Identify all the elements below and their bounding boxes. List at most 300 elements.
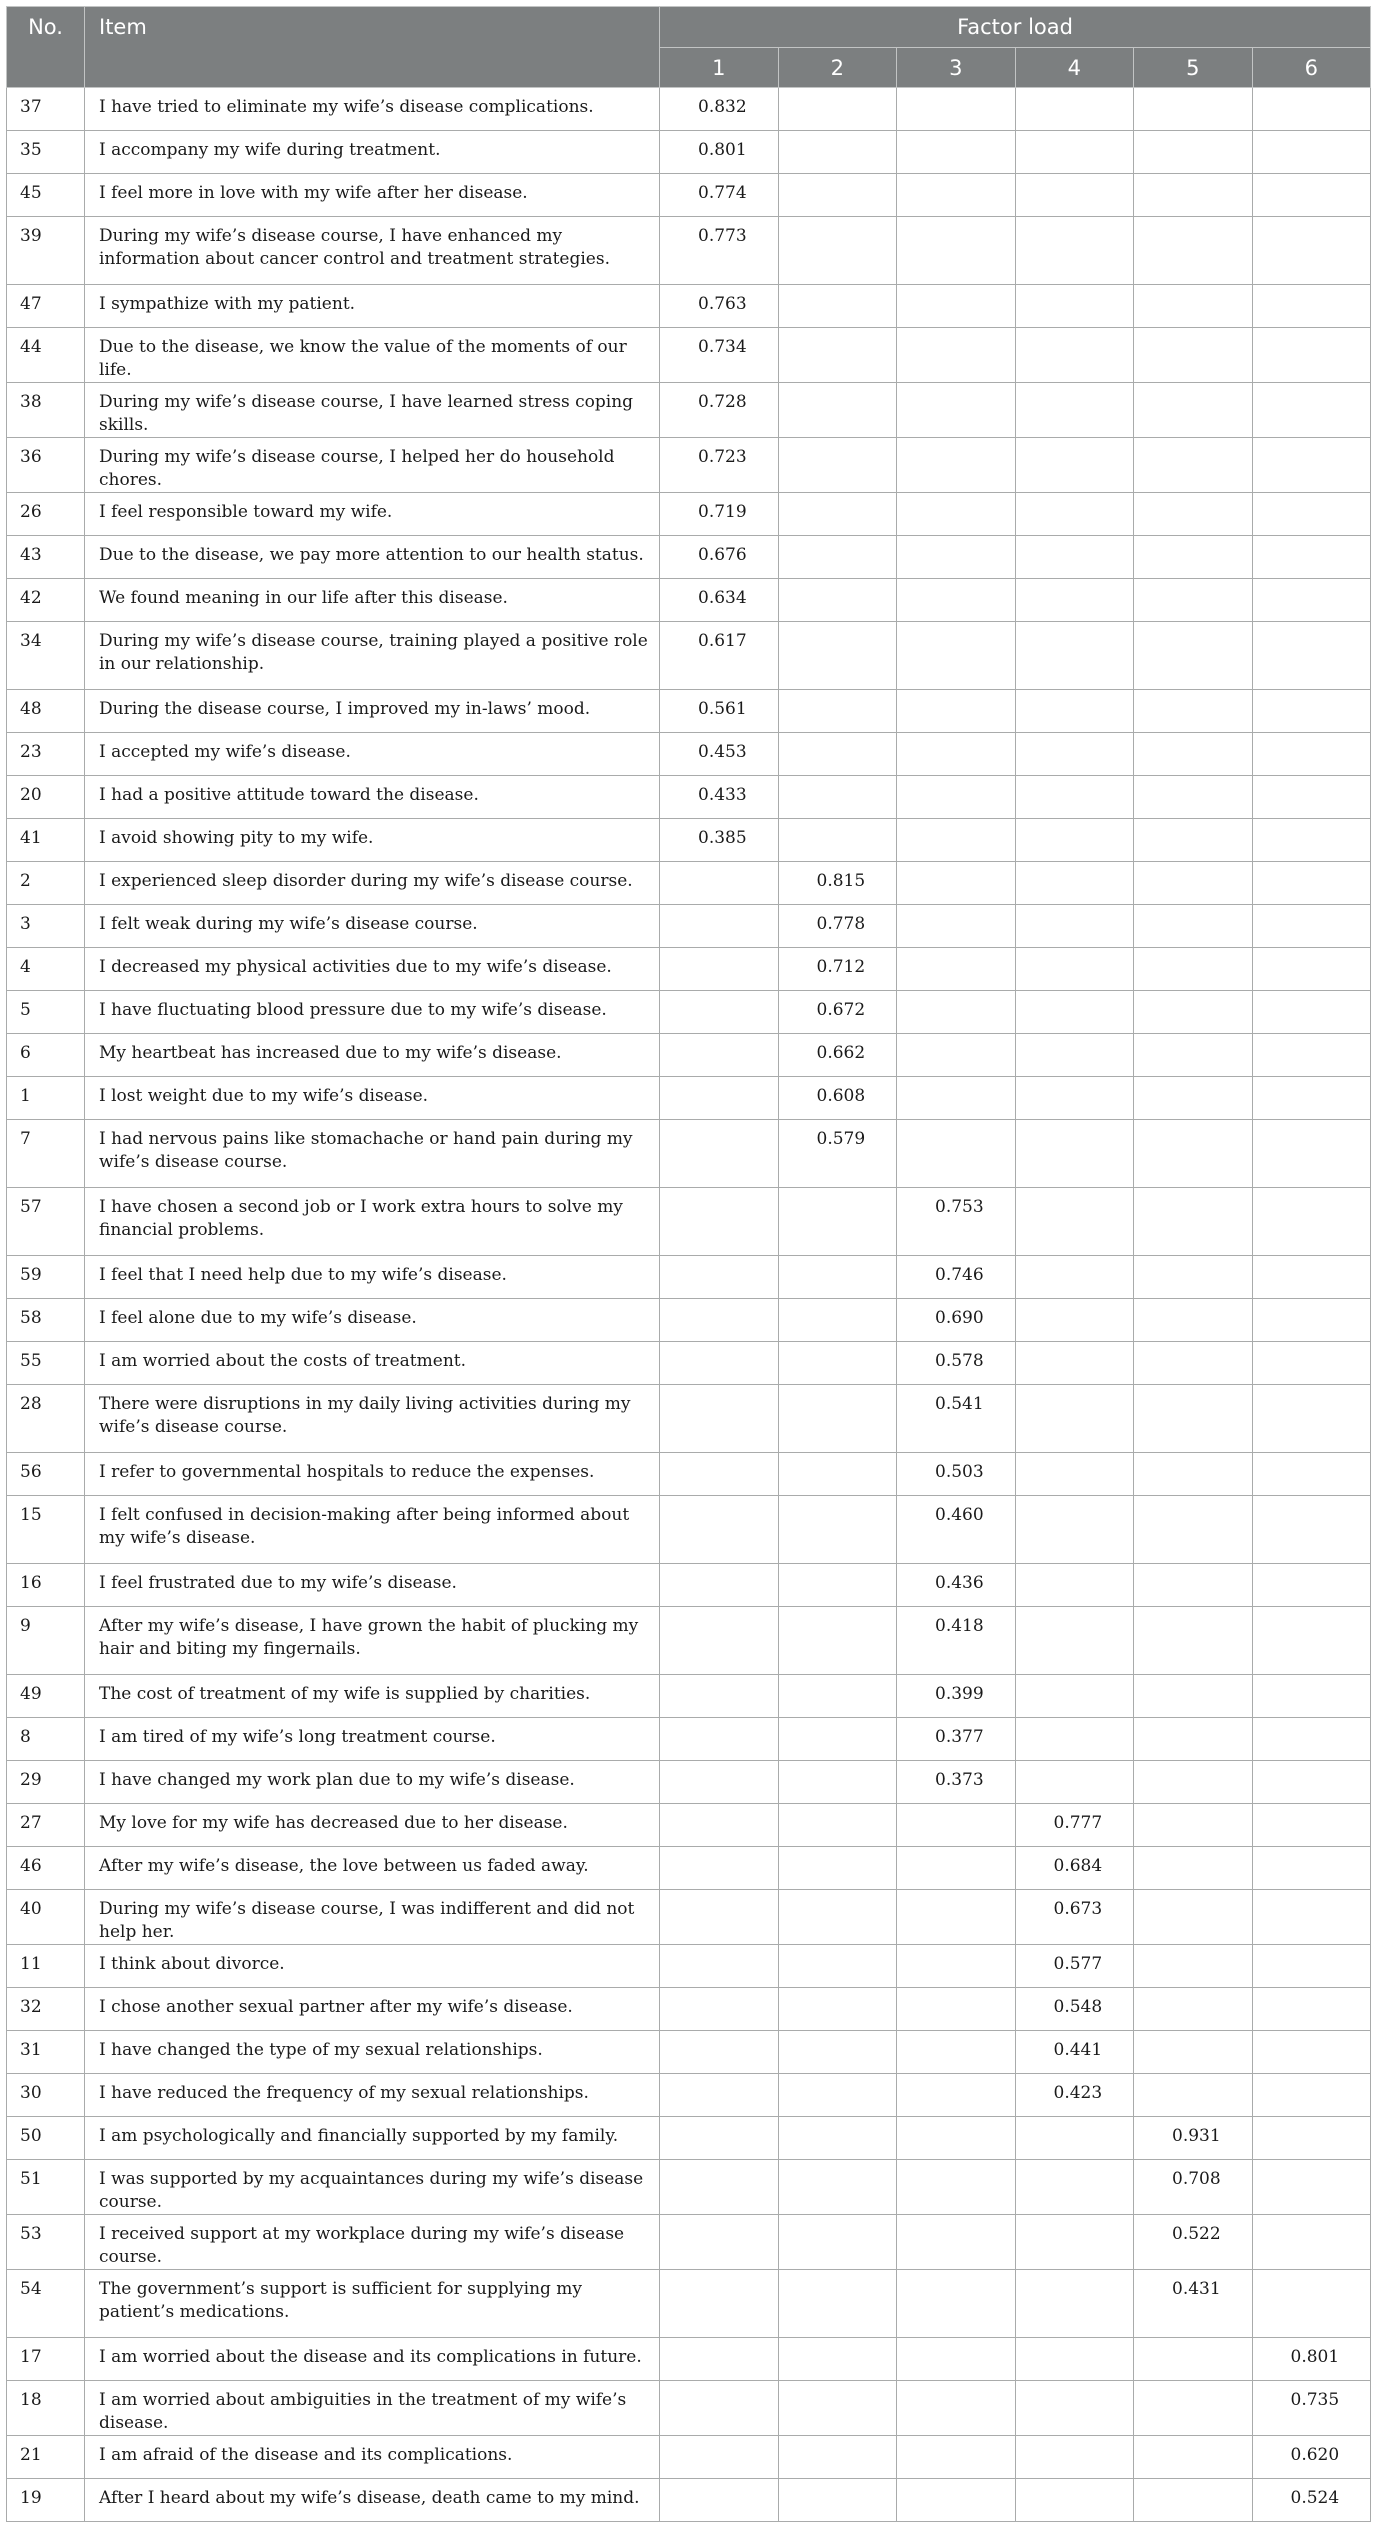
factor-3-load-cell: [897, 733, 1016, 776]
factor-4-load-cell: [1015, 2160, 1134, 2215]
item-text: After I heard about my wife’s disease, death came to my mind.: [85, 2479, 660, 2522]
header-factor-1: 1: [660, 48, 779, 88]
item-number: 53: [7, 2215, 85, 2270]
factor-2-load-cell: [778, 131, 897, 174]
factor-1-load-cell: 0.634: [660, 579, 779, 622]
table-row: [7, 2436, 1371, 2479]
factor-6-load-cell: [1252, 285, 1371, 328]
factor-5-load-cell: [1134, 1847, 1253, 1890]
item-text: I am afraid of the disease and its complications.: [85, 2436, 660, 2479]
table-row: [7, 88, 1371, 131]
factor-5-load-cell: [1134, 2338, 1253, 2381]
header-factor-load: Factor load: [660, 7, 1371, 48]
factor-5-load-cell: [1134, 991, 1253, 1034]
factor-4-load-cell: [1015, 1675, 1134, 1718]
item-text: I feel frustrated due to my wife’s disease.: [85, 1564, 660, 1607]
table-row: [7, 1034, 1371, 1077]
factor-3-load-cell: [897, 2436, 1016, 2479]
item-text: I avoid showing pity to my wife.: [85, 819, 660, 862]
factor-6-load-cell: [1252, 536, 1371, 579]
factor-5-load-cell: [1134, 1342, 1253, 1385]
factor-4-load-cell: [1015, 536, 1134, 579]
factor-2-load-cell: 0.815: [778, 862, 897, 905]
factor-6-load-cell: [1252, 1256, 1371, 1299]
item-text: I felt weak during my wife’s disease course.: [85, 905, 660, 948]
factor-3-load-cell: [897, 2479, 1016, 2522]
factor-6-load-cell: 0.735: [1252, 2381, 1371, 2436]
table-row: [7, 1256, 1371, 1299]
factor-6-load-cell: [1252, 1385, 1371, 1453]
factor-4-load-cell: [1015, 948, 1134, 991]
factor-5-load-cell: [1134, 690, 1253, 733]
table-row: [7, 1453, 1371, 1496]
factor-2-load-cell: 0.608: [778, 1077, 897, 1120]
item-number: 28: [7, 1385, 85, 1453]
factor-1-load-cell: [660, 991, 779, 1034]
factor-5-load-cell: [1134, 88, 1253, 131]
factor-6-load-cell: [1252, 690, 1371, 733]
factor-2-load-cell: 0.662: [778, 1034, 897, 1077]
table-row: [7, 1988, 1371, 2031]
factor-6-load-cell: [1252, 2270, 1371, 2338]
factor-4-load-cell: [1015, 622, 1134, 690]
factor-1-load-cell: [660, 1761, 779, 1804]
factor-1-load-cell: [660, 1675, 779, 1718]
table-row: [7, 2338, 1371, 2381]
factor-2-load-cell: [778, 2160, 897, 2215]
factor-3-load-cell: [897, 383, 1016, 438]
factor-6-load-cell: 0.801: [1252, 2338, 1371, 2381]
factor-6-load-cell: [1252, 622, 1371, 690]
factor-5-load-cell: [1134, 1385, 1253, 1453]
factor-3-load-cell: [897, 493, 1016, 536]
factor-2-load-cell: [778, 1988, 897, 2031]
item-text: I had nervous pains like stomachache or hand pain during my wife’s disease course.: [85, 1120, 660, 1188]
factor-1-load-cell: 0.453: [660, 733, 779, 776]
factor-2-load-cell: [778, 776, 897, 819]
factor-4-load-cell: [1015, 733, 1134, 776]
factor-6-load-cell: [1252, 1761, 1371, 1804]
item-text: I feel alone due to my wife’s disease.: [85, 1299, 660, 1342]
factor-5-load-cell: [1134, 862, 1253, 905]
factor-5-load-cell: [1134, 493, 1253, 536]
factor-4-load-cell: [1015, 1034, 1134, 1077]
item-number: 47: [7, 285, 85, 328]
factor-3-load-cell: [897, 690, 1016, 733]
table-row: [7, 991, 1371, 1034]
factor-4-load-cell: [1015, 1385, 1134, 1453]
table-row: [7, 733, 1371, 776]
factor-4-load-cell: [1015, 217, 1134, 285]
factor-4-load-cell: 0.441: [1015, 2031, 1134, 2074]
factor-6-load-cell: [1252, 2160, 1371, 2215]
item-number: 44: [7, 328, 85, 383]
factor-2-load-cell: [778, 2031, 897, 2074]
factor-2-load-cell: 0.579: [778, 1120, 897, 1188]
factor-4-load-cell: [1015, 1718, 1134, 1761]
factor-2-load-cell: [778, 1564, 897, 1607]
factor-1-load-cell: [660, 1385, 779, 1453]
factor-6-load-cell: [1252, 217, 1371, 285]
factor-2-load-cell: [778, 383, 897, 438]
factor-4-load-cell: [1015, 328, 1134, 383]
factor-4-load-cell: 0.777: [1015, 1804, 1134, 1847]
table-row: [7, 2381, 1371, 2436]
item-text: During my wife’s disease course, I have learned stress coping skills.: [85, 383, 660, 438]
factor-6-load-cell: [1252, 1077, 1371, 1120]
item-text: I received support at my workplace during my wife’s disease course.: [85, 2215, 660, 2270]
factor-6-load-cell: [1252, 493, 1371, 536]
factor-1-load-cell: [660, 2381, 779, 2436]
factor-3-load-cell: [897, 1077, 1016, 1120]
item-text: My love for my wife has decreased due to her disease.: [85, 1804, 660, 1847]
factor-2-load-cell: [778, 1188, 897, 1256]
item-text: I experienced sleep disorder during my wife’s disease course.: [85, 862, 660, 905]
factor-5-load-cell: [1134, 285, 1253, 328]
factor-5-load-cell: 0.522: [1134, 2215, 1253, 2270]
table-row: [7, 819, 1371, 862]
factor-1-load-cell: 0.723: [660, 438, 779, 493]
factor-1-load-cell: 0.433: [660, 776, 779, 819]
factor-6-load-cell: [1252, 1188, 1371, 1256]
item-number: 26: [7, 493, 85, 536]
factor-5-load-cell: 0.708: [1134, 2160, 1253, 2215]
factor-4-load-cell: [1015, 1564, 1134, 1607]
factor-5-load-cell: [1134, 438, 1253, 493]
factor-3-load-cell: [897, 862, 1016, 905]
table-row: [7, 1299, 1371, 1342]
factor-1-load-cell: 0.385: [660, 819, 779, 862]
table-row: [7, 1564, 1371, 1607]
factor-4-load-cell: [1015, 819, 1134, 862]
item-number: 4: [7, 948, 85, 991]
factor-6-load-cell: [1252, 991, 1371, 1034]
factor-2-load-cell: [778, 2436, 897, 2479]
factor-4-load-cell: [1015, 1761, 1134, 1804]
factor-1-load-cell: 0.617: [660, 622, 779, 690]
factor-2-load-cell: 0.712: [778, 948, 897, 991]
table-row: [7, 174, 1371, 217]
factor-3-load-cell: 0.503: [897, 1453, 1016, 1496]
factor-1-load-cell: 0.728: [660, 383, 779, 438]
factor-4-load-cell: [1015, 1256, 1134, 1299]
factor-3-load-cell: [897, 131, 1016, 174]
factor-3-load-cell: [897, 2338, 1016, 2381]
factor-1-load-cell: [660, 862, 779, 905]
factor-6-load-cell: 0.620: [1252, 2436, 1371, 2479]
factor-6-load-cell: [1252, 862, 1371, 905]
factor-1-load-cell: [660, 1718, 779, 1761]
factor-3-load-cell: [897, 1890, 1016, 1945]
factor-1-load-cell: 0.676: [660, 536, 779, 579]
factor-1-load-cell: [660, 2338, 779, 2381]
item-text: During my wife’s disease course, I was indifferent and did not help her.: [85, 1890, 660, 1945]
factor-2-load-cell: [778, 438, 897, 493]
item-text: I had a positive attitude toward the disease.: [85, 776, 660, 819]
factor-4-load-cell: [1015, 2215, 1134, 2270]
factor-2-load-cell: [778, 1945, 897, 1988]
item-number: 29: [7, 1761, 85, 1804]
factor-2-load-cell: [778, 1718, 897, 1761]
factor-6-load-cell: [1252, 2117, 1371, 2160]
item-number: 54: [7, 2270, 85, 2338]
factor-4-load-cell: 0.548: [1015, 1988, 1134, 2031]
factor-1-load-cell: [660, 1890, 779, 1945]
item-text: I have changed the type of my sexual relationships.: [85, 2031, 660, 2074]
factor-3-load-cell: [897, 579, 1016, 622]
item-number: 16: [7, 1564, 85, 1607]
factor-4-load-cell: [1015, 1453, 1134, 1496]
factor-2-load-cell: [778, 2479, 897, 2522]
factor-1-load-cell: 0.801: [660, 131, 779, 174]
item-text: I have fluctuating blood pressure due to my wife’s disease.: [85, 991, 660, 1034]
factor-3-load-cell: [897, 1988, 1016, 2031]
factor-6-load-cell: [1252, 1034, 1371, 1077]
item-number: 51: [7, 2160, 85, 2215]
item-text: I refer to governmental hospitals to reduce the expenses.: [85, 1453, 660, 1496]
factor-4-load-cell: [1015, 1299, 1134, 1342]
item-text: During my wife’s disease course, I helped her do household chores.: [85, 438, 660, 493]
factor-4-load-cell: [1015, 690, 1134, 733]
factor-5-load-cell: [1134, 1675, 1253, 1718]
factor-1-load-cell: 0.773: [660, 217, 779, 285]
factor-2-load-cell: [778, 2117, 897, 2160]
table-row: [7, 2479, 1371, 2522]
factor-5-load-cell: [1134, 2381, 1253, 2436]
factor-4-load-cell: [1015, 1496, 1134, 1564]
factor-4-load-cell: [1015, 1188, 1134, 1256]
factor-5-load-cell: [1134, 1761, 1253, 1804]
factor-3-load-cell: [897, 2381, 1016, 2436]
factor-6-load-cell: [1252, 1847, 1371, 1890]
factor-3-load-cell: [897, 776, 1016, 819]
factor-6-load-cell: [1252, 1988, 1371, 2031]
factor-6-load-cell: [1252, 1718, 1371, 1761]
item-text: I feel responsible toward my wife.: [85, 493, 660, 536]
item-number: 41: [7, 819, 85, 862]
item-text: I have chosen a second job or I work extra hours to solve my financial problems.: [85, 1188, 660, 1256]
factor-3-load-cell: 0.541: [897, 1385, 1016, 1453]
table-row: [7, 2215, 1371, 2270]
header-factor-6: 6: [1252, 48, 1371, 88]
factor-3-load-cell: 0.418: [897, 1607, 1016, 1675]
factor-2-load-cell: [778, 1299, 897, 1342]
table-row: [7, 285, 1371, 328]
factor-1-load-cell: [660, 1453, 779, 1496]
table-row: [7, 1607, 1371, 1675]
factor-3-load-cell: [897, 217, 1016, 285]
factor-5-load-cell: [1134, 2074, 1253, 2117]
factor-5-load-cell: [1134, 1299, 1253, 1342]
factor-3-load-cell: 0.690: [897, 1299, 1016, 1342]
factor-2-load-cell: [778, 622, 897, 690]
factor-6-load-cell: [1252, 438, 1371, 493]
factor-4-load-cell: [1015, 1077, 1134, 1120]
factor-5-load-cell: [1134, 1564, 1253, 1607]
factor-5-load-cell: [1134, 2031, 1253, 2074]
factor-2-load-cell: [778, 285, 897, 328]
factor-3-load-cell: 0.746: [897, 1256, 1016, 1299]
factor-5-load-cell: [1134, 579, 1253, 622]
item-number: 35: [7, 131, 85, 174]
factor-1-load-cell: [660, 1804, 779, 1847]
factor-5-load-cell: [1134, 622, 1253, 690]
factor-5-load-cell: [1134, 733, 1253, 776]
table-row: [7, 2074, 1371, 2117]
factor-5-load-cell: [1134, 1256, 1253, 1299]
item-text: During my wife’s disease course, training played a positive role in our relationship.: [85, 622, 660, 690]
factor-6-load-cell: [1252, 776, 1371, 819]
factor-1-load-cell: [660, 1564, 779, 1607]
factor-6-load-cell: [1252, 2215, 1371, 2270]
factor-4-load-cell: [1015, 776, 1134, 819]
factor-3-load-cell: 0.377: [897, 1718, 1016, 1761]
item-number: 23: [7, 733, 85, 776]
item-number: 8: [7, 1718, 85, 1761]
factor-6-load-cell: [1252, 328, 1371, 383]
factor-1-load-cell: [660, 1299, 779, 1342]
table-row: [7, 383, 1371, 438]
factor-2-load-cell: [778, 1890, 897, 1945]
table-row: [7, 131, 1371, 174]
factor-5-load-cell: [1134, 1120, 1253, 1188]
item-number: 38: [7, 383, 85, 438]
header-no: No.: [7, 7, 85, 88]
table-row: [7, 1496, 1371, 1564]
factor-3-load-cell: [897, 536, 1016, 579]
factor-6-load-cell: [1252, 383, 1371, 438]
factor-2-load-cell: [778, 1607, 897, 1675]
item-number: 7: [7, 1120, 85, 1188]
factor-1-load-cell: [660, 2160, 779, 2215]
item-number: 40: [7, 1890, 85, 1945]
factor-5-load-cell: [1134, 819, 1253, 862]
factor-4-load-cell: [1015, 1120, 1134, 1188]
table-row: [7, 1077, 1371, 1120]
factor-2-load-cell: [778, 1804, 897, 1847]
item-number: 32: [7, 1988, 85, 2031]
factor-3-load-cell: [897, 2215, 1016, 2270]
factor-2-load-cell: [778, 733, 897, 776]
factor-6-load-cell: [1252, 131, 1371, 174]
table-row: [7, 690, 1371, 733]
item-text: I decreased my physical activities due to my wife’s disease.: [85, 948, 660, 991]
factor-1-load-cell: 0.774: [660, 174, 779, 217]
factor-2-load-cell: [778, 2215, 897, 2270]
item-number: 57: [7, 1188, 85, 1256]
factor-2-load-cell: [778, 174, 897, 217]
factor-4-load-cell: [1015, 905, 1134, 948]
item-number: 15: [7, 1496, 85, 1564]
item-text: I lost weight due to my wife’s disease.: [85, 1077, 660, 1120]
factor-3-load-cell: [897, 1120, 1016, 1188]
factor-1-load-cell: [660, 1120, 779, 1188]
item-text: I felt confused in decision-making after being informed about my wife’s disease.: [85, 1496, 660, 1564]
factor-5-load-cell: [1134, 1453, 1253, 1496]
item-text: I am worried about the disease and its complications in future.: [85, 2338, 660, 2381]
item-text: During the disease course, I improved my in-laws’ mood.: [85, 690, 660, 733]
factor-3-load-cell: [897, 991, 1016, 1034]
factor-3-load-cell: 0.373: [897, 1761, 1016, 1804]
factor-2-load-cell: [778, 819, 897, 862]
item-number: 5: [7, 991, 85, 1034]
factor-5-load-cell: [1134, 1718, 1253, 1761]
header-item: Item: [85, 7, 660, 88]
item-text: I chose another sexual partner after my wife’s disease.: [85, 1988, 660, 2031]
table-row: [7, 1675, 1371, 1718]
factor-4-load-cell: [1015, 1342, 1134, 1385]
item-text: I have changed my work plan due to my wife’s disease.: [85, 1761, 660, 1804]
factor-4-load-cell: [1015, 1607, 1134, 1675]
item-text: I am tired of my wife’s long treatment course.: [85, 1718, 660, 1761]
table-row: [7, 776, 1371, 819]
item-number: 45: [7, 174, 85, 217]
table-row: [7, 948, 1371, 991]
factor-2-load-cell: [778, 2338, 897, 2381]
factor-1-load-cell: [660, 1034, 779, 1077]
factor-6-load-cell: [1252, 1804, 1371, 1847]
factor-6-load-cell: [1252, 733, 1371, 776]
factor-5-load-cell: [1134, 2479, 1253, 2522]
factor-5-load-cell: 0.431: [1134, 2270, 1253, 2338]
factor-1-load-cell: [660, 2479, 779, 2522]
factor-4-load-cell: [1015, 2270, 1134, 2338]
factor-2-load-cell: [778, 1385, 897, 1453]
factor-4-load-cell: [1015, 2381, 1134, 2436]
factor-4-load-cell: [1015, 174, 1134, 217]
table-row: [7, 905, 1371, 948]
factor-3-load-cell: [897, 1847, 1016, 1890]
factor-4-load-cell: [1015, 2436, 1134, 2479]
item-number: 31: [7, 2031, 85, 2074]
item-number: 3: [7, 905, 85, 948]
factor-5-load-cell: [1134, 1077, 1253, 1120]
factor-1-load-cell: [660, 2074, 779, 2117]
factor-4-load-cell: [1015, 991, 1134, 1034]
item-text: I feel that I need help due to my wife’s disease.: [85, 1256, 660, 1299]
factor-3-load-cell: [897, 2074, 1016, 2117]
factor-4-load-cell: [1015, 2117, 1134, 2160]
factor-6-load-cell: [1252, 1120, 1371, 1188]
factor-6-load-cell: [1252, 1453, 1371, 1496]
item-number: 39: [7, 217, 85, 285]
factor-3-load-cell: [897, 1945, 1016, 1988]
factor-3-load-cell: [897, 2031, 1016, 2074]
item-text: After my wife’s disease, the love between us faded away.: [85, 1847, 660, 1890]
item-number: 50: [7, 2117, 85, 2160]
table-row: [7, 622, 1371, 690]
factor-5-load-cell: [1134, 174, 1253, 217]
factor-3-load-cell: [897, 328, 1016, 383]
factor-3-load-cell: [897, 88, 1016, 131]
factor-2-load-cell: [778, 2381, 897, 2436]
item-number: 30: [7, 2074, 85, 2117]
factor-2-load-cell: [778, 1453, 897, 1496]
item-number: 36: [7, 438, 85, 493]
item-number: 11: [7, 1945, 85, 1988]
table-row: [7, 1342, 1371, 1385]
factor-4-load-cell: [1015, 383, 1134, 438]
factor-5-load-cell: [1134, 1034, 1253, 1077]
item-text: I feel more in love with my wife after her disease.: [85, 174, 660, 217]
factor-3-load-cell: 0.399: [897, 1675, 1016, 1718]
factor-4-load-cell: [1015, 493, 1134, 536]
table-body: [7, 88, 1371, 2522]
factor-1-load-cell: [660, 2270, 779, 2338]
factor-6-load-cell: [1252, 948, 1371, 991]
factor-3-load-cell: 0.578: [897, 1342, 1016, 1385]
table-row: [7, 1188, 1371, 1256]
